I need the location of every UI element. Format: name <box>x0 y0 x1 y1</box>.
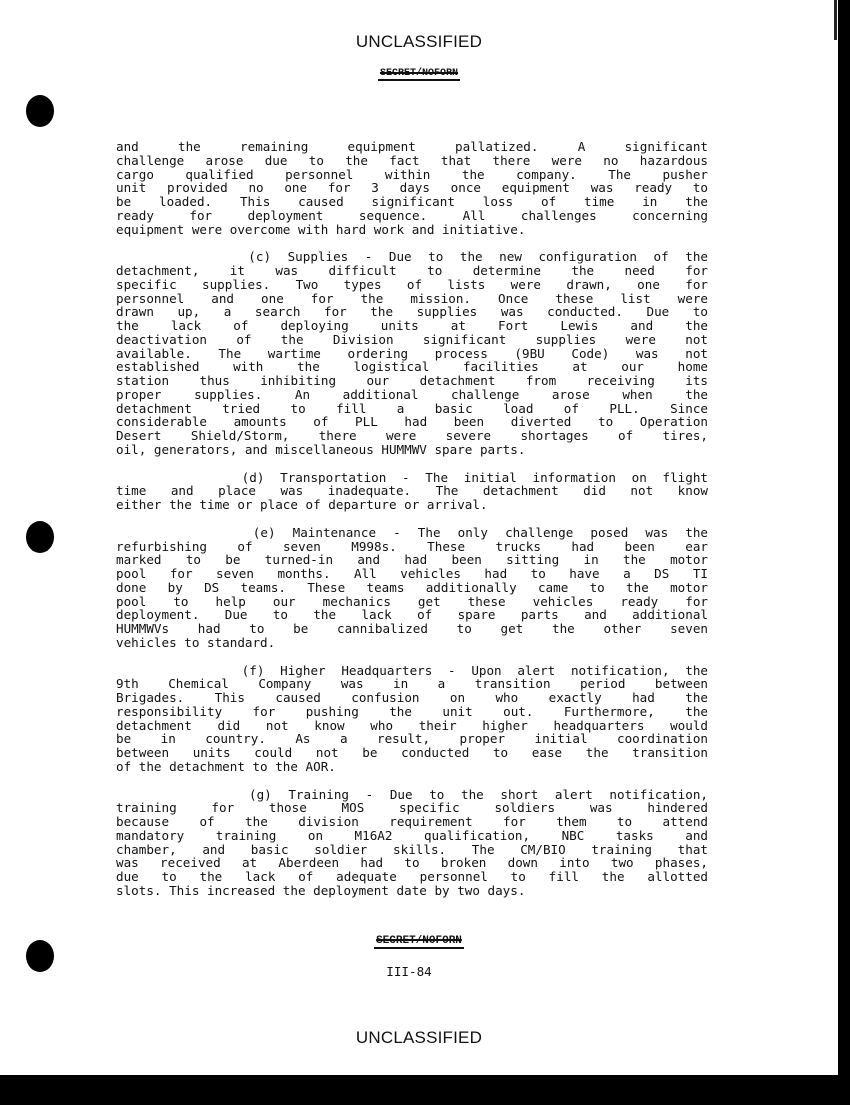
paragraph-line: either the time or place of departure or arrival. <box>116 497 488 512</box>
footer-classification: UNCLASSIFIED <box>355 1028 483 1047</box>
binder-hole-top <box>26 95 54 127</box>
header-marking <box>0 68 838 79</box>
paragraph-line: HUMMWVs had to be cannibalized to get the other seven <box>116 621 708 636</box>
paragraph-line: because of the division requirement for them to attend <box>116 814 708 829</box>
paragraph-line: due to the lack of adequate personnel to fill the allotted <box>116 869 708 884</box>
paragraph-line: of the detachment to the AOR. <box>116 758 336 774</box>
paragraph-line: drawn up, a search for the supplies was conducted. Due to <box>116 304 708 320</box>
paragraph-line: vehicles to standard. <box>116 634 276 650</box>
paragraph <box>116 140 708 236</box>
paragraph-line: refurbishing of seven M998s. These trucks had been ear <box>116 538 708 554</box>
paragraph-line: ready for deployment sequence. All challenges concerning <box>116 207 708 223</box>
paragraph-line: detachment tried to fill a basic load of PLL. Since <box>116 400 708 416</box>
binder-hole-middle <box>26 521 54 553</box>
page-number: III-84 <box>386 964 432 979</box>
paragraph-line: done by DS teams. These teams additionally came to the motor <box>116 579 708 595</box>
paragraph <box>116 664 708 774</box>
paragraph-line: cargo qualified personnel within the company. The pusher <box>116 166 708 182</box>
paragraph-line: deployment. Due to the lack of spare parts and additional <box>116 607 708 623</box>
paragraph-line: specific supplies. Two types of lists were drawn, one for <box>116 276 708 292</box>
paragraph-line: (d) Transportation - The initial information on flight <box>116 469 708 485</box>
paragraph-line: considerable amounts of PLL had been diverted to Operation <box>116 414 708 430</box>
paragraph-line: unit provided no one for 3 days once equipment was ready to <box>116 180 708 196</box>
paragraph-line: (c) Supplies - Due to the new configuration of the <box>116 249 708 265</box>
paragraph-line: (f) Higher Headquarters - Upon alert notification, the <box>116 662 708 678</box>
paragraph <box>116 250 708 456</box>
paragraph-line: oil, generators, and miscellaneous HUMMWV spare parts. <box>116 441 526 457</box>
paragraph-line: deactivation of the Division significant supplies were not <box>116 331 708 347</box>
paragraph-line: 9th Chemical Company was in a transition period between <box>116 676 708 692</box>
paragraph-line: available. The wartime ordering process (9BU Code) was not <box>116 345 708 361</box>
paragraph-line: time and place was inadequate. The detachment did not know <box>116 483 708 499</box>
paragraph-line: equipment were overcome with hard work and initiative. <box>116 221 526 237</box>
paragraph <box>116 788 708 898</box>
paragraph-line: responsibility for pushing the unit out. Furthermore, the <box>116 703 708 719</box>
paragraph-line: marked to be turned-in and had been sitting in the motor <box>116 552 708 568</box>
paragraph-line: detachment did not know who their higher headquarters would <box>116 717 708 733</box>
paragraph-line: mandatory training on M16A2 qualification, NBC tasks and <box>116 827 708 843</box>
footer-marking-text: SECRET/NOFORN <box>376 935 462 947</box>
document-body <box>116 140 708 912</box>
scan-right-border <box>838 0 850 1105</box>
paragraph-line: slots. This increased the deployment date by two days. <box>116 882 526 898</box>
paragraph-line: and the remaining equipment pallatized. A significant <box>116 139 708 154</box>
paragraph-line: (g) Training - Due to the short alert notification, <box>116 786 708 802</box>
scan-bottom-border <box>0 1075 850 1105</box>
header-classification: UNCLASSIFIED <box>355 32 483 51</box>
paragraph-line: pool for seven months. All vehicles had to have a DS TI <box>116 566 708 581</box>
paragraph <box>116 526 708 650</box>
paragraph-line: between units could not be conducted to ease the transition <box>116 745 708 760</box>
paragraph-line: (e) Maintenance - The only challenge posed was the <box>116 524 708 540</box>
paragraph-line: Brigades. This caused confusion on who exactly had the <box>116 690 708 705</box>
paragraph-line: training for those MOS specific soldiers was hindered <box>116 800 708 816</box>
paragraph-line: be loaded. This caused significant loss of time in the <box>116 194 708 209</box>
paragraph-line: station thus inhibiting our detachment from receiving its <box>116 373 708 388</box>
paragraph-line: the lack of deploying units at Fort Lewis and the <box>116 318 708 333</box>
paragraph-line: pool to help our mechanics get these vehicles ready for <box>116 593 708 609</box>
paragraph-line: chamber, and basic soldier skills. The CM/BIO training that <box>116 841 708 857</box>
paragraph-line: Desert Shield/Storm, there were severe shortages of tires, <box>116 428 708 443</box>
paragraph <box>116 471 708 512</box>
paragraph-line: proper supplies. An additional challenge arose when the <box>116 386 708 402</box>
paragraph-line: challenge arose due to the fact that there were no hazardous <box>116 152 708 168</box>
paragraph-line: was received at Aberdeen had to broken down into two phases, <box>116 855 708 871</box>
header-marking-text: SECRET/NOFORN <box>379 68 458 79</box>
paragraph-line: detachment, it was difficult to determine the need for <box>116 263 708 278</box>
footer-marking <box>0 935 838 947</box>
paragraph-line: be in country. As a result, proper initial coordination <box>116 731 708 747</box>
paragraph-line: established with the logistical facilities at our home <box>116 359 708 375</box>
paragraph-line: personnel and one for the mission. Once these list were <box>116 290 708 306</box>
